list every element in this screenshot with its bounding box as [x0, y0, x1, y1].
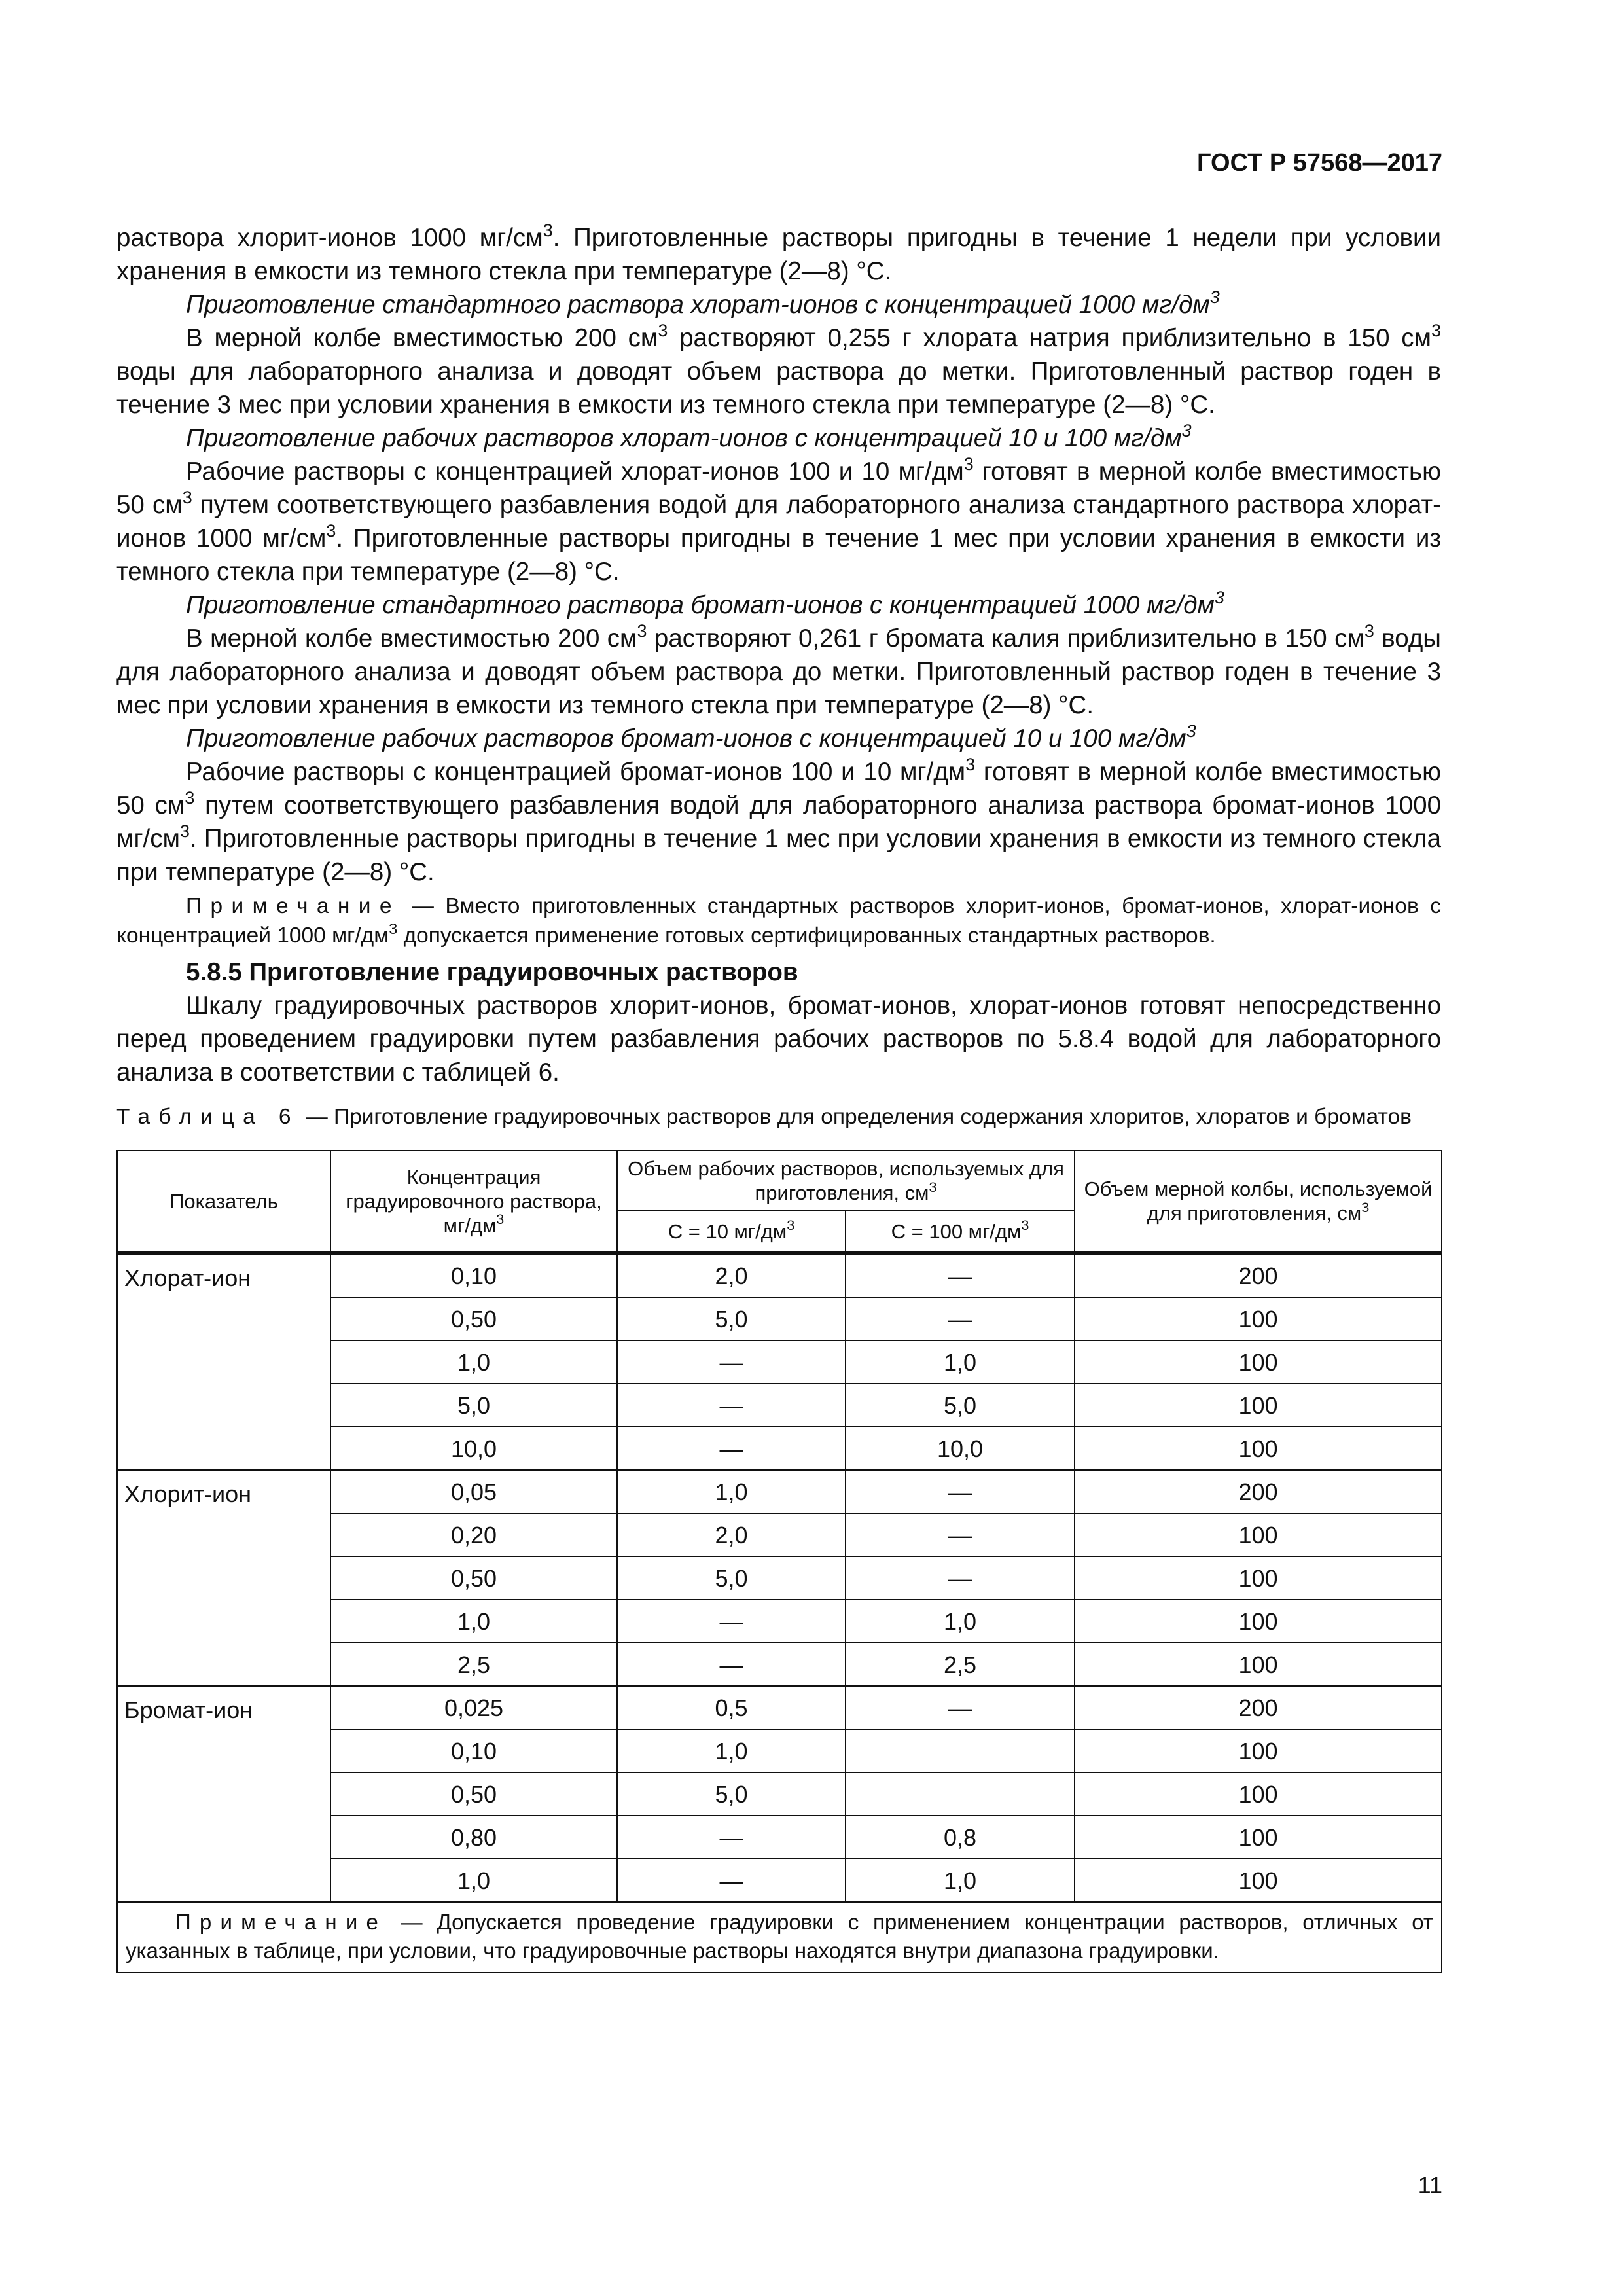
volume-c100-cell [846, 1772, 1075, 1816]
flask-volume-cell: 100 [1075, 1297, 1442, 1340]
header-c10: С = 10 $мг/дм^3$ [617, 1211, 846, 1253]
paragraph: В мерной колбе вместимостью 200 $см^3$ растворяют 0,261 г бромата калия приблизительно в 150 $см^3$ воды для лабораторного анализа и доводят объем раствора до метки. Приготовленный раствор годен в течение 3 мес при условии хранения в емкости из темного стекла при температуре (2—8) °С. [116, 620, 1441, 719]
volume-c100-cell: 10,0 [846, 1427, 1075, 1470]
concentration-cell: 2,5 [330, 1643, 617, 1686]
table-note: Примечание — Допускается проведение градуировки с применением концентрации растворов, отличных от указанных в таблице, при условии, что градуировочные растворы находятся внутри диапазона градуировки. [117, 1902, 1442, 1973]
paragraph: Рабочие растворы с концентрацией бромат-ионов 100 и 10 $мг/дм^3$ готовят в мерной колбе вместимостью 50 $см^3$ путем соответствующего разбавления водой для лабораторного анализа раствора бромат-ионов 1000 $мг/см^3$. Приготовленные растворы пригодны в течение 1 мес при условии хранения в емкости из темного стекла при температуре (2—8) °С. [116, 754, 1441, 886]
page-content [116, 221, 1441, 1973]
table-row [117, 1253, 1442, 1297]
document-header: ГОСТ Р 57568—2017 [1197, 149, 1442, 177]
table-row [117, 1686, 1442, 1729]
paragraph: Рабочие растворы с концентрацией хлорат-ионов 100 и 10 $мг/дм^3$ готовят в мерной колбе вместимостью 50 $см^3$ путем соответствующего разбавления водой для лабораторного анализа стандартного раствора хлорат-ионов 1000 $мг/см^3$. Приготовленные растворы пригодны в течение 1 мес при условии хранения в емкости из темного стекла при температуре (2—8) °С. [116, 454, 1442, 586]
volume-c100-cell: — [846, 1297, 1075, 1340]
volume-c100-cell: 0,8 [846, 1816, 1075, 1859]
volume-c10-cell: 1,0 [617, 1470, 846, 1513]
concentration-cell: 1,0 [330, 1859, 617, 1902]
subheading: Приготовление стандартного раствора хлорат-ионов с концентрацией 1000 $мг/дм^3$ [186, 287, 1220, 319]
flask-volume-cell: 100 [1075, 1816, 1442, 1859]
flask-volume-cell: 100 [1075, 1600, 1442, 1643]
volume-c100-cell: 5,0 [846, 1384, 1075, 1427]
paragraph: раствора хлорит-ионов 1000 $мг/см^3$. Приготовленные растворы пригодны в течение 1 недели при условии хранения в емкости из темного стекла при температуре (2—8) °С. [116, 220, 1441, 285]
page-number: 11 [1418, 2172, 1442, 2198]
volume-c10-cell: — [617, 1600, 846, 1643]
volume-c10-cell: — [617, 1643, 846, 1686]
volume-c100-cell: — [846, 1253, 1075, 1297]
subheading: Приготовление стандартного раствора бромат-ионов с концентрацией 1000 $мг/дм^3$ [186, 587, 1224, 619]
concentration-cell: 1,0 [330, 1600, 617, 1643]
volume-c100-cell [846, 1729, 1075, 1772]
concentration-cell: 1,0 [330, 1340, 617, 1384]
volume-c100-cell: 1,0 [846, 1859, 1075, 1902]
table-caption-label: Таблица 6 [116, 1105, 300, 1129]
flask-volume-cell: 100 [1075, 1513, 1442, 1556]
volume-c10-cell: 1,0 [617, 1729, 846, 1772]
note: Примечание — Вместо приготовленных стандартных растворов хлорит-ионов, бромат-ионов, хлорат-ионов с концентрацией 1000 $мг/дм^3$ допускается применение готовых сертифицированных стандартных растворов. [116, 894, 1441, 948]
concentration-cell: 0,20 [330, 1513, 617, 1556]
table-note-label: Примечание [175, 1910, 387, 1934]
table-caption: Таблица 6 — Приготовление градуировочных растворов для определения содержания хлоритов, хлоратов и броматов [116, 1105, 1412, 1129]
concentration-cell: 0,025 [330, 1686, 617, 1729]
flask-volume-cell: 200 [1075, 1686, 1442, 1729]
volume-c100-cell: — [846, 1556, 1075, 1600]
concentration-cell: 0,80 [330, 1816, 617, 1859]
flask-volume-cell: 100 [1075, 1384, 1442, 1427]
concentration-cell: 5,0 [330, 1384, 617, 1427]
flask-volume-cell: 100 [1075, 1643, 1442, 1686]
volume-c100-cell: 1,0 [846, 1340, 1075, 1384]
indicator-cell: Хлорат-ион [117, 1253, 330, 1470]
volume-c10-cell: — [617, 1816, 846, 1859]
flask-volume-cell: 200 [1075, 1470, 1442, 1513]
flask-volume-cell: 100 [1075, 1859, 1442, 1902]
concentration-cell: 0,10 [330, 1253, 617, 1297]
flask-volume-cell: 100 [1075, 1340, 1442, 1384]
header-concentration: Концентрация градуировочного раствора, $мг/дм^3$ [330, 1151, 617, 1253]
volume-c100-cell: 2,5 [846, 1643, 1075, 1686]
table-header-row [117, 1151, 1442, 1211]
paragraph: Шкалу градуировочных растворов хлорит-ионов, бромат-ионов, хлорат-ионов готовят непосредственно перед проведением градуировки путем разбавления рабочих растворов по 5.8.4 водой для лабораторного анализа в соответствии с таблицей 6. [116, 992, 1441, 1086]
volume-c100-cell: — [846, 1470, 1075, 1513]
concentration-cell: 10,0 [330, 1427, 617, 1470]
volume-c100-cell: 1,0 [846, 1600, 1075, 1643]
concentration-cell: 0,50 [330, 1772, 617, 1816]
volume-c10-cell: 0,5 [617, 1686, 846, 1729]
volume-c10-cell: 5,0 [617, 1297, 846, 1340]
concentration-cell: 0,50 [330, 1297, 617, 1340]
volume-c10-cell: — [617, 1384, 846, 1427]
volume-c10-cell: — [617, 1859, 846, 1902]
volume-c10-cell: 5,0 [617, 1772, 846, 1816]
flask-volume-cell: 100 [1075, 1772, 1442, 1816]
volume-c10-cell: — [617, 1427, 846, 1470]
volume-c10-cell: 2,0 [617, 1513, 846, 1556]
concentration-cell: 0,10 [330, 1729, 617, 1772]
header-flask-volume: Объем мерной колбы, используемой для приготовления, $см^3$ [1075, 1151, 1442, 1253]
indicator-cell: Хлорит-ион [117, 1470, 330, 1686]
table-body [117, 1253, 1442, 1902]
subheading: Приготовление рабочих растворов бромат-ионов с концентрацией 10 и 100 $мг/дм^3$ [186, 721, 1196, 753]
section-heading: 5.8.5 Приготовление градуировочных растворов [186, 958, 798, 986]
flask-volume-cell: 100 [1075, 1427, 1442, 1470]
header-c100: С = 100 $мг/дм^3$ [846, 1211, 1075, 1253]
volume-c100-cell: — [846, 1686, 1075, 1729]
indicator-cell: Бромат-ион [117, 1686, 330, 1902]
volume-c10-cell: 5,0 [617, 1556, 846, 1600]
header-indicator: Показатель [117, 1151, 330, 1253]
concentration-cell: 0,50 [330, 1556, 617, 1600]
note-label: Примечание [186, 894, 401, 918]
flask-volume-cell: 100 [1075, 1556, 1442, 1600]
volume-c10-cell: 2,0 [617, 1253, 846, 1297]
volume-c100-cell: — [846, 1513, 1075, 1556]
table-note-row [117, 1902, 1442, 1973]
flask-volume-cell: 200 [1075, 1253, 1442, 1297]
header-volume-group: Объем рабочих растворов, используемых для приготовления, $см^3$ [617, 1151, 1075, 1211]
concentration-cell: 0,05 [330, 1470, 617, 1513]
table-row [117, 1470, 1442, 1513]
calibration-table [116, 1150, 1442, 1973]
volume-c10-cell: — [617, 1340, 846, 1384]
flask-volume-cell: 100 [1075, 1729, 1442, 1772]
subheading: Приготовление рабочих растворов хлорат-ионов с концентрацией 10 и 100 $мг/дм^3$ [186, 420, 1192, 452]
paragraph: В мерной колбе вместимостью 200 $см^3$ растворяют 0,255 г хлората натрия приблизительно в 150 $см^3$ воды для лабораторного анализа и доводят объем раствора до метки. Приготовленный раствор годен в течение 3 мес при условии хранения в емкости из темного стекла при температуре (2—8) °С. [116, 320, 1441, 419]
